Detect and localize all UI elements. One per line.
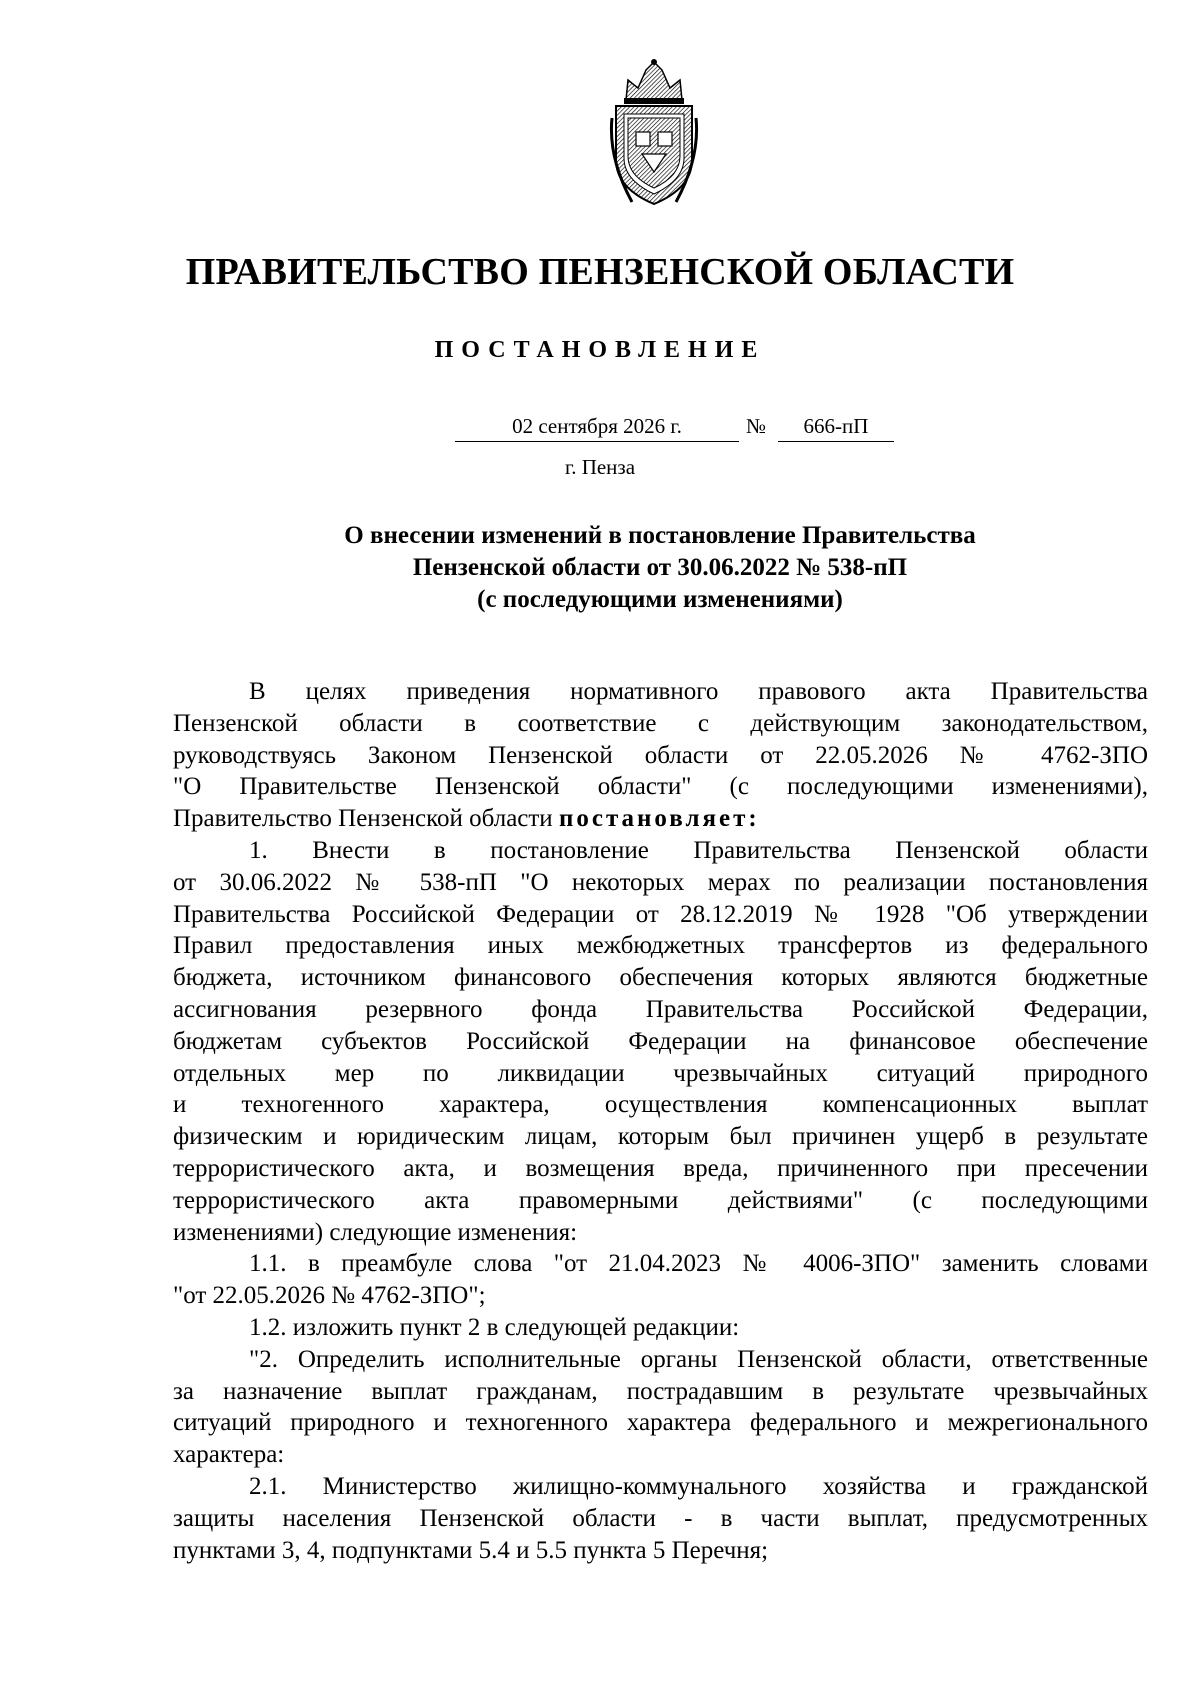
body-line: физическим и юридическим лицам, которым был причинен ущерб в результате	[173, 1123, 1148, 1151]
body-line: отдельных мер по ликвидации чрезвычайных ситуаций природного	[173, 1059, 1148, 1087]
body-line: и техногенного характера, осуществления компенсационных выплат	[173, 1091, 1148, 1119]
body-line: В целях приведения нормативного правового акта Правительства	[249, 678, 1148, 705]
penza-coat-of-arms-icon	[606, 58, 702, 208]
body-line: "О Правительстве Пензенской области" (с последующими изменениями),	[173, 773, 1148, 801]
body-line: руководствуясь Законом Пензенской области от 22.05.2026 № 4762-ЗПО	[173, 741, 1148, 769]
number-sign: №	[746, 414, 767, 438]
body-line: террористического акта правомерными действиями" (с последующими	[173, 1186, 1148, 1214]
document-number: 666-пП	[778, 414, 894, 442]
document-city: г. Пенза	[564, 455, 636, 479]
body-line: бюджетам субъектов Российской Федерации на финансовое обеспечение	[173, 1027, 1148, 1055]
body-line: характера:	[173, 1441, 285, 1469]
body-line: 1. Внести в постановление Правительства Пензенской области	[249, 836, 1148, 864]
document-type: ПОСТАНОВЛЕНИЕ	[434, 337, 766, 363]
body-line: 1.2. изложить пункт 2 в следующей редакции:	[249, 1313, 740, 1341]
body-line: от 30.06.2022 № 538-пП "О некоторых мерах по реализации постановления	[173, 868, 1148, 896]
resolves-keyword: постановляет:	[558, 805, 760, 833]
body-line: Правительства Российской Федерации от 28.12.2019 № 1928 "Об утверждении	[173, 900, 1148, 928]
body-line: ассигнования резервного фонда Правительства Российской Федерации,	[173, 995, 1148, 1023]
body-line: "от 22.05.2026 № 4762-ЗПО";	[173, 1282, 486, 1310]
body-line: бюджета, источником финансового обеспечения которых являются бюджетные	[173, 964, 1148, 992]
body-line: за назначение выплат гражданам, пострадавшим в результате чрезвычайных	[173, 1377, 1148, 1405]
body-line: защиты населения Пензенской области - в части выплат, предусмотренных	[173, 1504, 1148, 1532]
subject-line: О внесении изменений в постановление Правительства	[344, 522, 976, 549]
body-line: Пензенской области в соответствие с действующим законодательством,	[173, 709, 1148, 737]
document-body	[173, 676, 1148, 1566]
government-title: ПРАВИТЕЛЬСТВО ПЕНЗЕНСКОЙ ОБЛАСТИ	[185, 251, 1015, 293]
subject-line: Пензенской области от 30.06.2022 № 538-пП	[412, 554, 908, 581]
body-line: террористического акта, и возмещения вреда, причиненного при пресечении	[173, 1154, 1148, 1182]
document-date: 02 сентября 2026 г.	[455, 414, 739, 442]
body-line: пунктами 3, 4, подпунктами 5.4 и 5.5 пункта 5 Перечня;	[173, 1536, 769, 1564]
body-line: 2.1. Министерство жилищно-коммунального хозяйства и гражданской	[249, 1472, 1148, 1500]
preamble-text: Правительство Пензенской области	[173, 805, 559, 833]
body-line: "2. Определить исполнительные органы Пензенской области, ответственные	[249, 1345, 1148, 1373]
body-line: ситуаций природного и техногенного характера федерального и межрегионального	[173, 1409, 1148, 1437]
body-line: изменениями) следующие изменения:	[173, 1218, 578, 1246]
subject-line: (с последующими изменениями)	[477, 586, 843, 613]
document-subject	[200, 520, 1120, 616]
body-line: Правил предоставления иных межбюджетных трансфертов из федерального	[173, 932, 1148, 960]
body-line	[173, 803, 1148, 835]
body-line: 1.1. в преамбуле слова "от 21.04.2023 № 4006-ЗПО" заменить словами	[249, 1250, 1148, 1278]
